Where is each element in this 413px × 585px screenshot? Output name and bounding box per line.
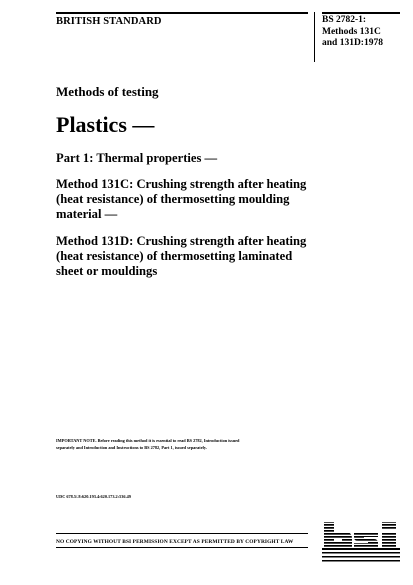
bsi-logo <box>322 518 400 562</box>
standard-number-line: BS 2782-1: <box>322 15 367 25</box>
copyright-notice: NO COPYING WITHOUT BSI PERMISSION EXCEPT AS PERMITTED BY COPYRIGHT LAW <box>56 539 294 545</box>
header-rule-right <box>322 12 400 14</box>
important-note-line: IMPORTANT NOTE. Before reading this method it is essential to read BS 2782, Introduction issued <box>56 438 240 443</box>
footer-rule-bottom <box>56 547 308 548</box>
part-heading: Part 1: Thermal properties — <box>56 151 218 165</box>
publication-type-label: BRITISH STANDARD <box>56 16 162 27</box>
footer-rule-top <box>56 533 308 534</box>
important-note <box>56 437 308 451</box>
document-title: Plastics — <box>56 112 155 137</box>
title-prefix: Methods of testing <box>56 84 159 99</box>
method-131c-heading: Method 131C: Crushing strength after heating (heat resistance) of thermosetting moulding material — <box>56 177 307 222</box>
method-131d-heading: Method 131D: Crushing strength after heating (heat resistance) of thermosetting laminated sheet or mouldings <box>56 234 307 279</box>
standard-number-line: and 131D:1978 <box>322 38 383 48</box>
udc-code: UDC 678.5/.8:620.193.4:620.173.2:536.49 <box>56 494 131 499</box>
important-note-line: separately and Introduction and Instructions to BS 2782, Part 1, issued separately. <box>56 445 207 451</box>
standard-number <box>322 15 412 50</box>
header-rule-left <box>56 12 308 14</box>
standard-number-line: Methods 131C <box>322 26 381 37</box>
header-divider <box>314 12 315 62</box>
